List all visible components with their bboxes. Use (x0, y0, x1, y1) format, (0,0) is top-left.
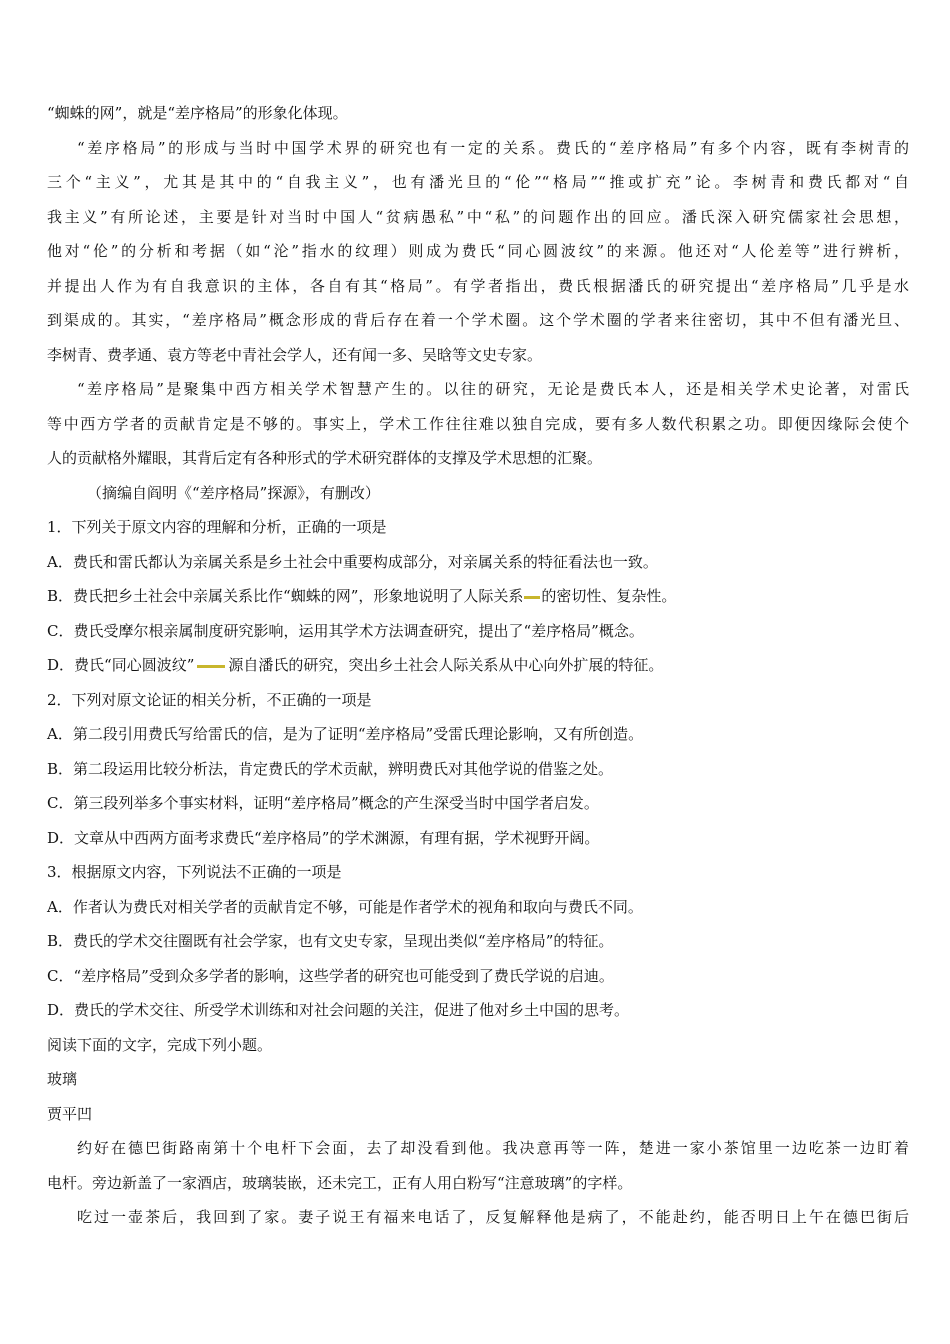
text-line: “差序格局”是聚集中西方相关学术智慧产生的。以往的研究，无论是费氏本人，还是相关学术史论著，对雷氏 (77, 380, 909, 398)
question-stem: 1．下列关于原文内容的理解和分析，正确的一项是 (47, 518, 387, 536)
option-text: B．费氏把乡土社会中亲属关系比作“蜘蛛的网”，形象地说明了人际关系 (47, 587, 524, 605)
text-line: 三个“主义”，尤其是其中的“自我主义”，也有潘光旦的“伦”“格局”“推或扩充”论。李树青和费氏都对“自 (47, 173, 909, 191)
option-d[interactable] (47, 648, 909, 683)
story-title: 玻璃 (47, 1070, 78, 1088)
text-line: 等中西方学者的贡献肯定是不够的。事实上，学术工作往往难以独自完成，要有多人数代积累之功。即便因缘际会使个 (47, 414, 909, 433)
text-line: 李树青、费孝通、袁方等老中青社会学人，还有闻一多、吴晗等文史专家。 (47, 345, 543, 364)
option-c[interactable]: C．第三段列举多个事实材料，证明“差序格局”概念的产生深受当时中国学者启发。 (47, 794, 599, 812)
text-line: “差序格局”的形成与当时中国学术界的研究也有一定的关系。费氏的“差序格局”有多个内容，既有李树青的 (77, 138, 909, 157)
story-paragraph-2 (47, 1200, 909, 1235)
text-line: 到渠成的。其实，“差序格局”概念形成的背后存在着一个学术圈。这个学术圈的学者来往密切，其中不但有潘光旦、 (47, 311, 909, 329)
story-paragraph-1 (47, 1131, 909, 1200)
text-line: 电杆。旁边新盖了一家酒店，玻璃装嵌，还未完工，正有人用白粉写“注意玻璃”的字样。 (47, 1173, 633, 1192)
option-d[interactable]: D．文章从中西两方面考求费氏“差序格局”的学术渊源，有理有据，学术视野开阔。 (47, 828, 600, 847)
text-line: 人的贡献格外耀眼，其背后定有各种形式的学术研究群体的支撑及学术思想的汇聚。 (47, 449, 603, 467)
article-paragraph-2 (47, 131, 909, 373)
document-page (47, 96, 909, 1235)
highlight-mark (197, 665, 225, 668)
question-2 (47, 683, 909, 856)
question-3 (47, 855, 909, 1028)
option-c[interactable] (47, 614, 909, 649)
text-line: 他对“伦”的分析和考据（如“沦”指水的纹理）则成为费氏“同心圆波纹”的来源。他还对“人伦差等”进行辨析， (47, 242, 909, 260)
option-b[interactable]: B．费氏的学术交往圈既有社会学家，也有文史专家，呈现出类似“差序格局”的特征。 (47, 932, 614, 950)
text-line: 约好在德巴街路南第十个电杆下会面，去了却没看到他。我决意再等一阵，楚进一家小茶馆里一边吃茶一边盯着 (77, 1139, 909, 1157)
option-a[interactable] (47, 545, 909, 580)
question-stem: 3．根据原文内容，下列说法不正确的一项是 (47, 863, 342, 881)
story-author: 贾平凹 (47, 1104, 93, 1123)
option-a[interactable]: A．第二段引用费氏写给雷氏的信，是为了证明“差序格局”受雷氏理论影响，又有所创造。 (47, 725, 644, 743)
text-line: 我主义”有所论述，主要是针对当时中国人“贫病愚私”中“私”的问题作出的回应。潘氏深入研究儒家社会思想， (47, 207, 909, 226)
option-text: C．费氏受摩尔根亲属制度研究影响，运用其学术方法调查研究，提出了“差序格局”概念。 (47, 621, 644, 640)
option-text: D．费氏“同心圆波纹” (47, 656, 195, 674)
option-b[interactable] (47, 579, 909, 614)
text-line: 并提出人作为有自我意识的主体，各自有其“格局”。有学者指出，费氏根据潘氏的研究提出“差序格局”几乎是水 (47, 276, 909, 295)
option-text-continued: 源自潘氏的研究，突出乡土社会人际关系从中心向外扩展的特征。 (228, 656, 664, 674)
option-text: A．费氏和雷氏都认为亲属关系是乡土社会中重要构成部分，对亲属关系的特征看法也一致。 (47, 552, 658, 571)
question-1 (47, 510, 909, 683)
option-c[interactable]: C．“差序格局”受到众多学者的影响，这些学者的研究也可能受到了费氏学说的启迪。 (47, 966, 614, 985)
option-b[interactable]: B．第二段运用比较分析法，肯定费氏的学术贡献，辨明费氏对其他学说的借鉴之处。 (47, 759, 614, 778)
option-a[interactable]: A．作者认为费氏对相关学者的贡献肯定不够，可能是作者学术的视角和取向与费氏不同。 (47, 897, 643, 916)
highlight-mark (524, 596, 540, 599)
article-source: （摘编自阎明《“差序格局”探源》，有删改） (87, 483, 380, 502)
reading-instruction: 阅读下面的文字，完成下列小题。 (47, 1035, 273, 1054)
question-stem: 2．下列对原文论证的相关分析，不正确的一项是 (47, 690, 372, 709)
option-text-continued: 的密切性、复杂性。 (541, 587, 677, 605)
text-line: 吃过一壶茶后，我回到了家。妻子说王有福来电话了，反复解释他是病了，不能赴约，能否明日上午在德巴街后 (77, 1208, 909, 1226)
option-d[interactable]: D．费氏的学术交往、所受学术训练和对社会问题的关注，促进了他对乡土中国的思考。 (47, 1001, 630, 1019)
article-paragraph-1: “蜘蛛的网”，就是“差序格局”的形象化体现。 (47, 104, 348, 122)
article-paragraph-3 (47, 372, 909, 476)
